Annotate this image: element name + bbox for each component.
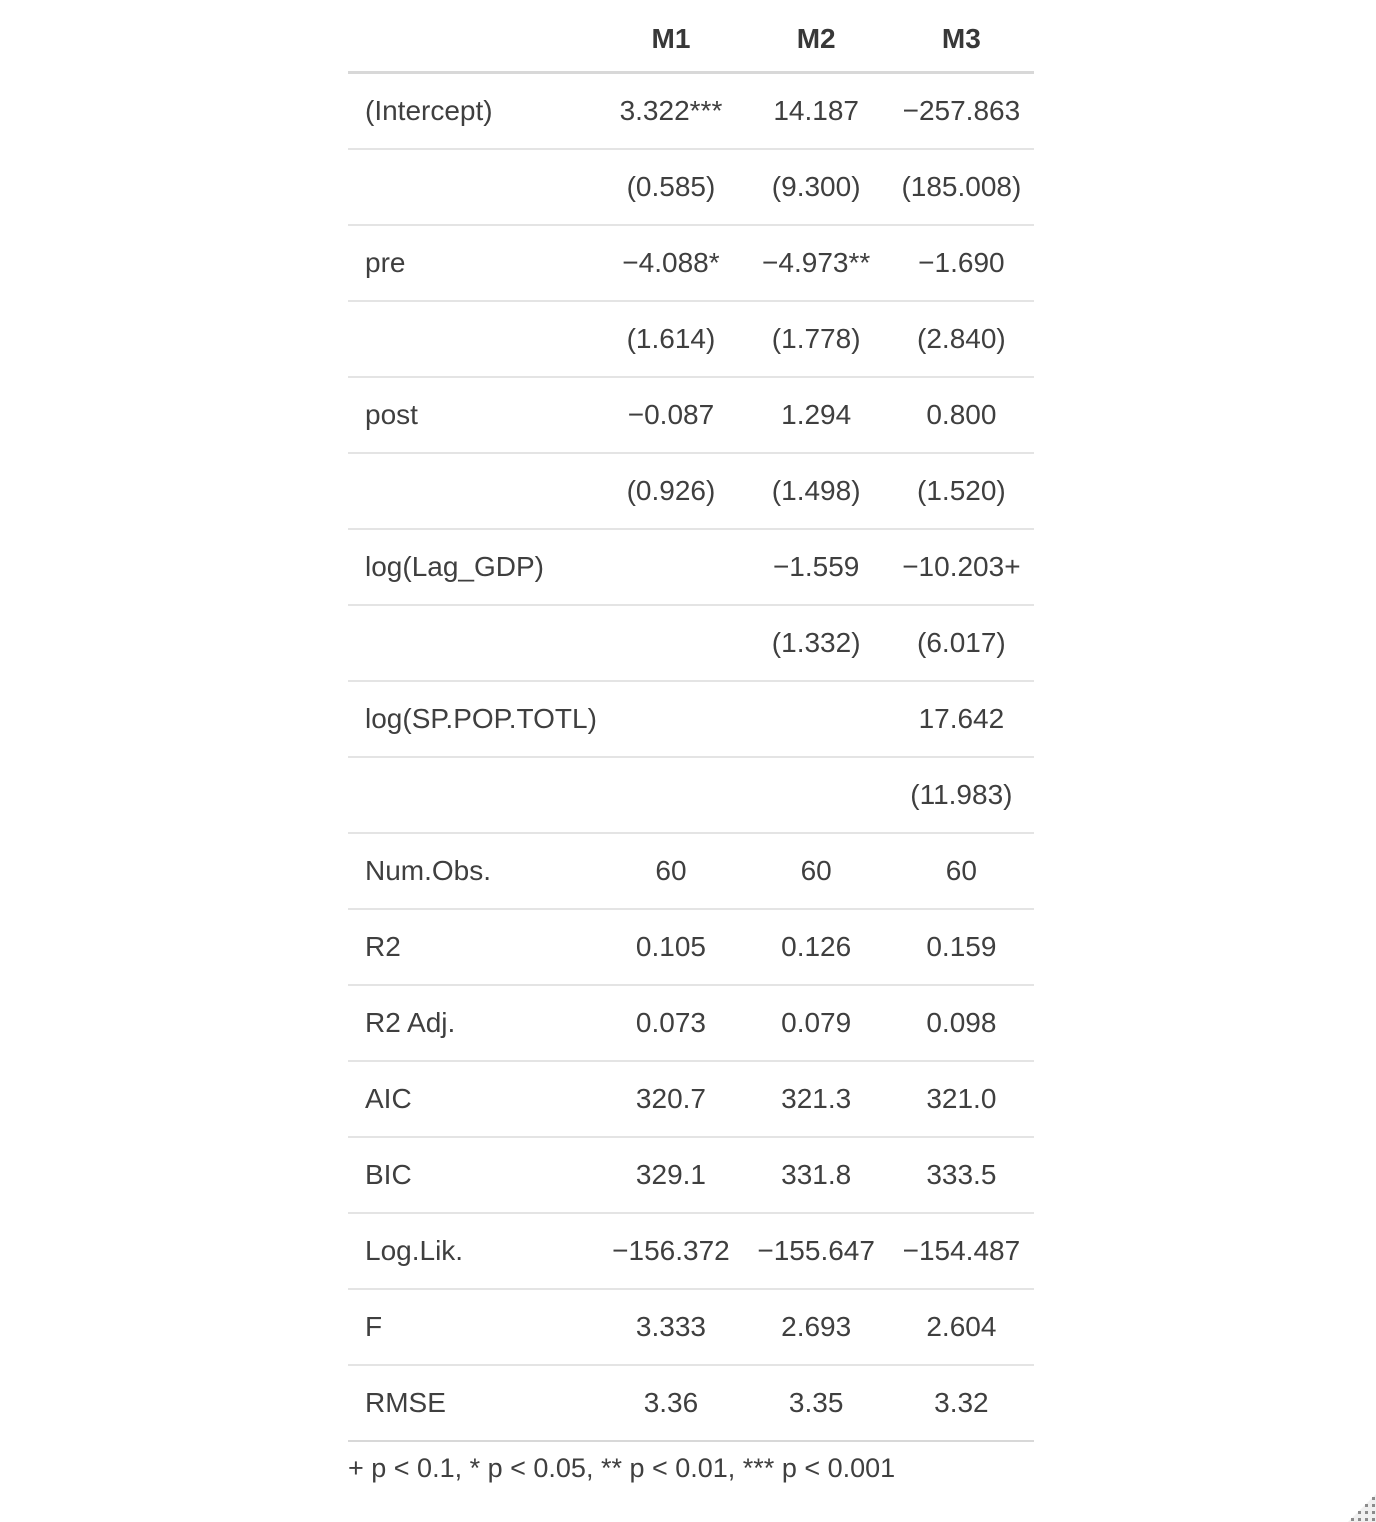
row-label: pre <box>348 225 598 301</box>
cell-value: 0.105 <box>598 909 743 985</box>
table-row <box>348 909 1034 985</box>
cell-value: (1.778) <box>744 301 889 377</box>
significance-note: + p < 0.1, * p < 0.05, ** p < 0.01, *** p < 0.001 <box>348 1453 896 1483</box>
table-body <box>348 73 1034 1442</box>
cell-value: 3.333 <box>598 1289 743 1365</box>
cell-value: −1.690 <box>889 225 1034 301</box>
model-summary <box>348 6 1034 1484</box>
row-label <box>348 757 598 833</box>
cell-value: 0.800 <box>889 377 1034 453</box>
model-summary-table <box>348 6 1034 1442</box>
cell-value: (9.300) <box>744 149 889 225</box>
cell-value: 3.322*** <box>598 73 743 150</box>
row-label: BIC <box>348 1137 598 1213</box>
cell-value: (1.520) <box>889 453 1034 529</box>
cell-value: 331.8 <box>744 1137 889 1213</box>
row-label: AIC <box>348 1061 598 1137</box>
header-m3: M3 <box>889 6 1034 73</box>
table-row <box>348 453 1034 529</box>
cell-value: (1.498) <box>744 453 889 529</box>
cell-value <box>598 605 743 681</box>
cell-value: −4.973** <box>744 225 889 301</box>
cell-value: −155.647 <box>744 1213 889 1289</box>
cell-value <box>598 757 743 833</box>
row-label <box>348 301 598 377</box>
cell-value: −10.203+ <box>889 529 1034 605</box>
cell-value: −4.088* <box>598 225 743 301</box>
cell-value: 333.5 <box>889 1137 1034 1213</box>
table-row <box>348 149 1034 225</box>
cell-value: (1.332) <box>744 605 889 681</box>
cell-value: (2.840) <box>889 301 1034 377</box>
cell-value: 320.7 <box>598 1061 743 1137</box>
cell-value: 3.36 <box>598 1365 743 1441</box>
table-row <box>348 1213 1034 1289</box>
header-m2: M2 <box>744 6 889 73</box>
resize-grip-icon[interactable] <box>1346 1492 1376 1522</box>
cell-value: 60 <box>889 833 1034 909</box>
table-row <box>348 1061 1034 1137</box>
table-row <box>348 225 1034 301</box>
row-label: Log.Lik. <box>348 1213 598 1289</box>
cell-value: −1.559 <box>744 529 889 605</box>
row-label: post <box>348 377 598 453</box>
cell-value: −154.487 <box>889 1213 1034 1289</box>
row-label: log(SP.POP.TOTL) <box>348 681 598 757</box>
cell-value: 3.35 <box>744 1365 889 1441</box>
row-label: (Intercept) <box>348 73 598 150</box>
cell-value: (11.983) <box>889 757 1034 833</box>
cell-value <box>744 757 889 833</box>
table-row <box>348 1289 1034 1365</box>
cell-value: (0.926) <box>598 453 743 529</box>
cell-value <box>598 529 743 605</box>
header-empty <box>348 6 598 73</box>
cell-value: 321.0 <box>889 1061 1034 1137</box>
cell-value: 329.1 <box>598 1137 743 1213</box>
cell-value: 2.604 <box>889 1289 1034 1365</box>
cell-value: 0.159 <box>889 909 1034 985</box>
table-row <box>348 1365 1034 1441</box>
cell-value: 60 <box>744 833 889 909</box>
row-label: log(Lag_GDP) <box>348 529 598 605</box>
row-label: F <box>348 1289 598 1365</box>
cell-value <box>744 681 889 757</box>
row-label: R2 Adj. <box>348 985 598 1061</box>
cell-value: 0.073 <box>598 985 743 1061</box>
cell-value <box>598 681 743 757</box>
header-m1: M1 <box>598 6 743 73</box>
cell-value: (185.008) <box>889 149 1034 225</box>
header-row <box>348 6 1034 73</box>
cell-value: −156.372 <box>598 1213 743 1289</box>
table-row <box>348 985 1034 1061</box>
table-row <box>348 529 1034 605</box>
table-row <box>348 301 1034 377</box>
cell-value: 60 <box>598 833 743 909</box>
table-row <box>348 73 1034 150</box>
row-label <box>348 605 598 681</box>
row-label: R2 <box>348 909 598 985</box>
cell-value: 14.187 <box>744 73 889 150</box>
cell-value: (6.017) <box>889 605 1034 681</box>
cell-value: (0.585) <box>598 149 743 225</box>
cell-value: 17.642 <box>889 681 1034 757</box>
row-label: RMSE <box>348 1365 598 1441</box>
table-row <box>348 377 1034 453</box>
cell-value: 0.079 <box>744 985 889 1061</box>
cell-value: −0.087 <box>598 377 743 453</box>
table-row <box>348 1137 1034 1213</box>
table-row <box>348 681 1034 757</box>
cell-value: (1.614) <box>598 301 743 377</box>
cell-value: −257.863 <box>889 73 1034 150</box>
row-label <box>348 149 598 225</box>
cell-value: 0.098 <box>889 985 1034 1061</box>
cell-value: 0.126 <box>744 909 889 985</box>
cell-value: 1.294 <box>744 377 889 453</box>
table-row <box>348 605 1034 681</box>
row-label: Num.Obs. <box>348 833 598 909</box>
table-row <box>348 757 1034 833</box>
cell-value: 2.693 <box>744 1289 889 1365</box>
cell-value: 3.32 <box>889 1365 1034 1441</box>
row-label <box>348 453 598 529</box>
cell-value: 321.3 <box>744 1061 889 1137</box>
table-row <box>348 833 1034 909</box>
